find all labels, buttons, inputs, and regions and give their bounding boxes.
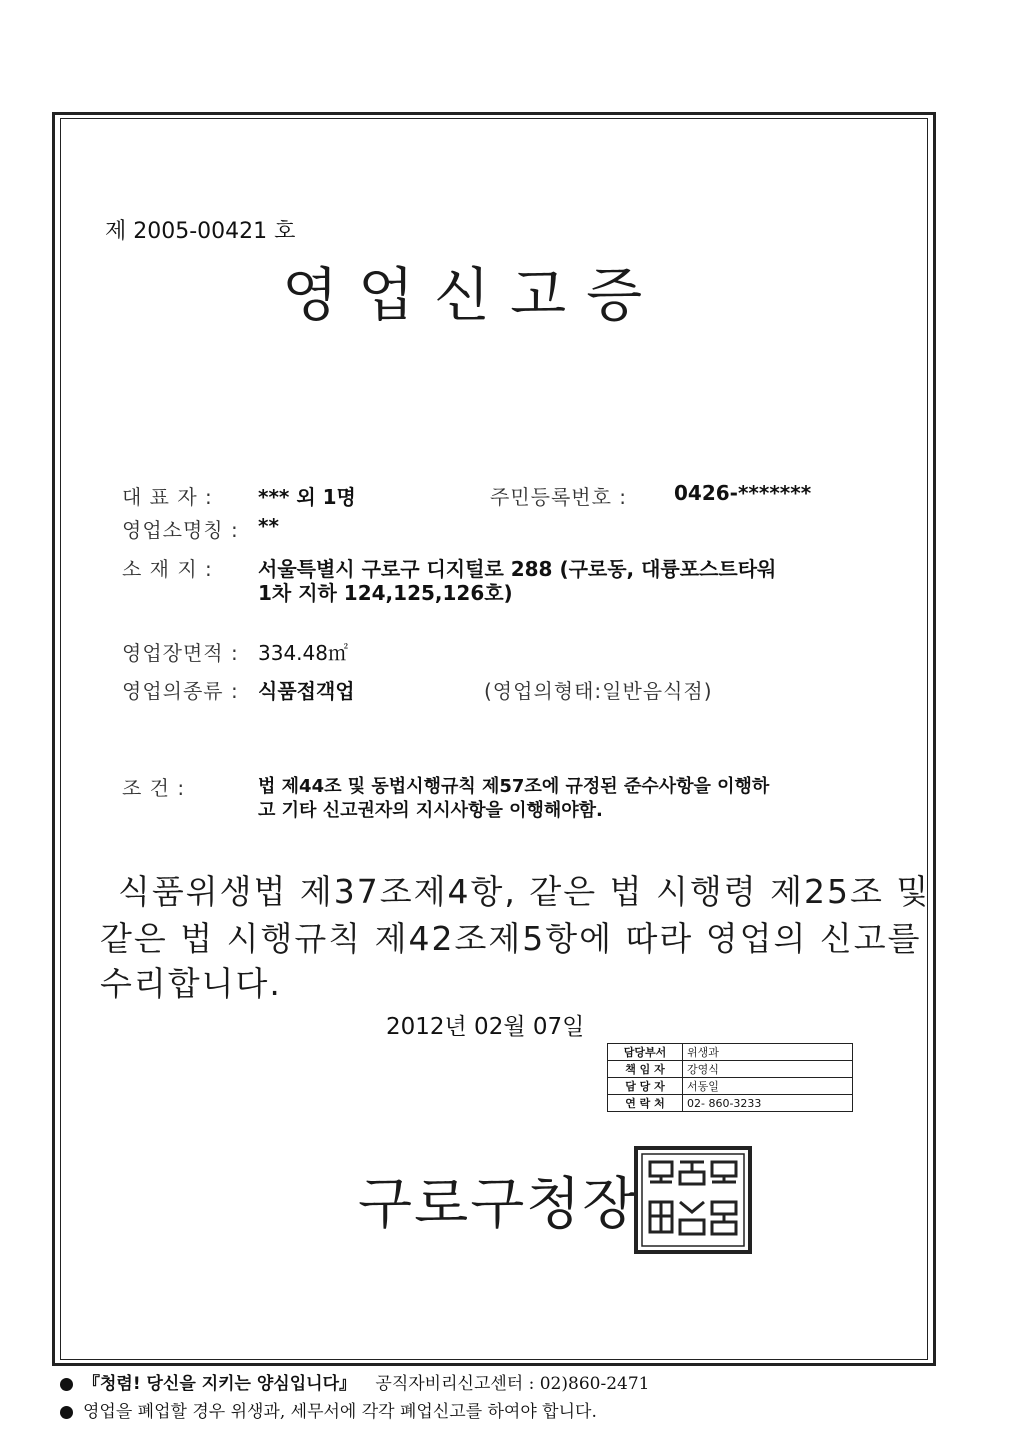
condition-line1: 법 제44조 및 동법시행규칙 제57조에 규정된 준수사항을 이행하	[258, 776, 770, 797]
corruption-hotline: 공직자비리신고센터 : 02)860-2471	[375, 1374, 650, 1394]
location-value-line2: 1차 지하 124,125,126호)	[258, 581, 513, 605]
certificate-number: 제 2005-00421 호	[105, 219, 296, 244]
officer-value: 02- 860-3233	[683, 1095, 853, 1112]
location-value-line1: 서울특별시 구로구 디지털로 288 (구로동, 대륭포스트타워	[258, 557, 777, 581]
business-form-value: (영업의형태:일반음식점)	[484, 679, 713, 703]
condition-label: 조 건 :	[122, 776, 186, 800]
officer-row-manager	[608, 1061, 853, 1078]
officer-value: 위생과	[683, 1044, 853, 1061]
resident-number-value: 0426-*******	[674, 481, 812, 505]
business-type-value: 식품접객업	[258, 679, 355, 703]
location-label: 소 재 지 :	[122, 557, 213, 581]
issuer-name: 구로구청장	[358, 1172, 639, 1237]
official-seal-icon	[634, 1146, 752, 1254]
officer-key: 담당부서	[608, 1044, 683, 1061]
issue-date: 2012년 02월 07일	[386, 1014, 585, 1040]
statement-line3: 수리합니다.	[100, 964, 282, 1003]
statement-line1: 식품위생법 제37조제4항, 같은 법 시행령 제25조 및	[118, 872, 931, 911]
officer-value: 서동일	[683, 1078, 853, 1095]
statement-line2: 같은 법 시행규칙 제42조제5항에 따라 영업의 신고를	[100, 919, 922, 958]
area-value: 334.48㎡	[258, 641, 348, 665]
business-name-value: **	[258, 514, 279, 538]
business-type-label: 영업의종류 :	[122, 679, 239, 703]
document-title: 영업신고증	[282, 261, 663, 329]
representative-value: *** 외 1명	[258, 485, 356, 509]
footer-line2	[60, 1397, 597, 1422]
resident-number-label: 주민등록번호 :	[490, 485, 628, 509]
officer-row-department	[608, 1044, 853, 1061]
officer-table	[607, 1043, 853, 1112]
representative-label: 대 표 자 :	[122, 485, 213, 509]
condition-line2: 고 기타 신고권자의 지시사항을 이행해야함.	[258, 800, 603, 821]
officer-key: 연 락 처	[608, 1095, 683, 1112]
officer-value: 강영식	[683, 1061, 853, 1078]
officer-row-staff	[608, 1078, 853, 1095]
officer-key: 책 임 자	[608, 1061, 683, 1078]
bullet-icon	[60, 1406, 73, 1419]
integrity-slogan: 『청렴! 당신을 지키는 양심입니다』	[83, 1374, 356, 1394]
officer-row-contact	[608, 1095, 853, 1112]
bullet-icon	[60, 1378, 73, 1391]
area-label: 영업장면적 :	[122, 641, 239, 665]
business-name-label: 영업소명칭 :	[122, 518, 239, 542]
footer-line1	[60, 1369, 649, 1394]
closure-notice: 영업을 폐업할 경우 위생과, 세무서에 각각 폐업신고를 하여야 합니다.	[83, 1402, 597, 1422]
officer-key: 담 당 자	[608, 1078, 683, 1095]
